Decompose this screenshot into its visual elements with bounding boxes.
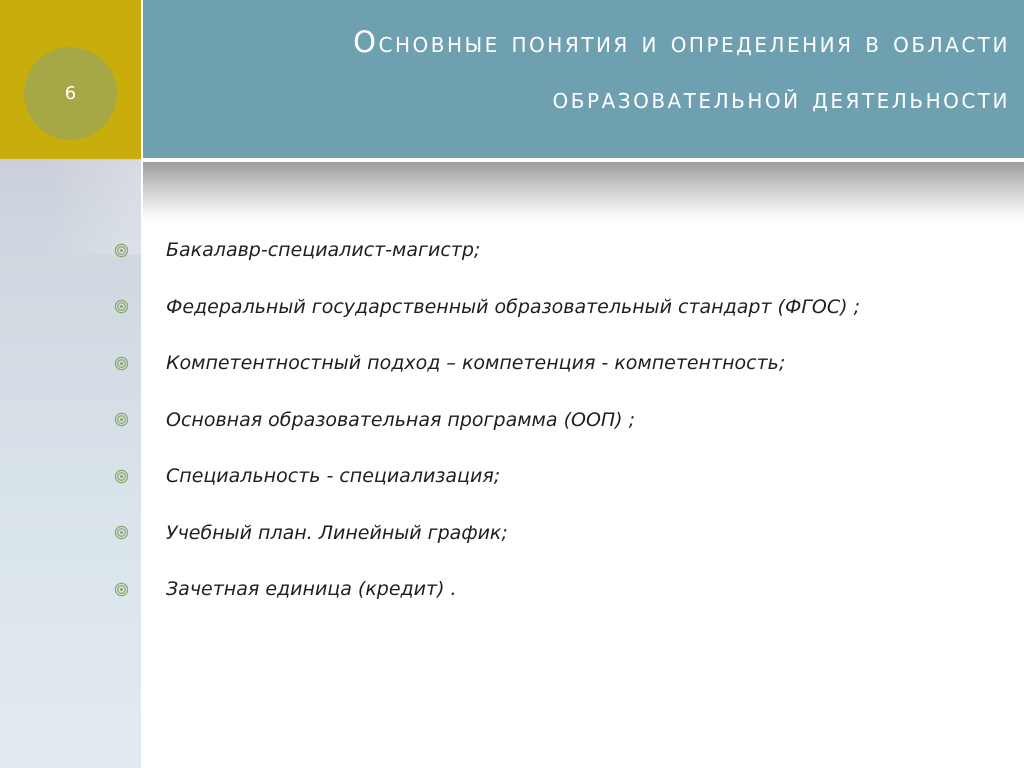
list-item: [114, 448, 1004, 505]
concentric-circle-icon: [114, 243, 132, 258]
title-shadow: [143, 162, 1024, 222]
bullet-list: [114, 222, 1004, 618]
list-item: [114, 392, 1004, 449]
slide-number: 6: [64, 83, 77, 104]
concentric-circle-icon: [114, 356, 132, 371]
slide-title: [160, 14, 1010, 126]
concentric-circle-icon: [114, 412, 132, 427]
list-item: [114, 279, 1004, 336]
concentric-circle-icon: [114, 582, 132, 597]
bullet-text: Бакалавр-специалист-магистр;: [166, 239, 481, 262]
slide-number-badge: [24, 47, 117, 140]
bullet-text: Федеральный государственный образовательный стандарт (ФГОС) ;: [166, 295, 860, 318]
concentric-circle-icon: [114, 525, 132, 540]
list-item: [114, 561, 1004, 618]
list-item: [114, 222, 1004, 279]
bullet-text: Компетентностный подход – компетенция - компетентность;: [166, 352, 786, 375]
list-item: [114, 335, 1004, 392]
bullet-text: Зачетная единица (кредит) .: [166, 578, 457, 601]
bullet-text: Специальность - специализация;: [166, 465, 501, 488]
concentric-circle-icon: [114, 299, 132, 314]
title-line-1: Основные понятия и определения в области: [353, 25, 1010, 59]
title-bar: [143, 0, 1024, 158]
slide-number-block: [0, 0, 141, 159]
list-item: [114, 505, 1004, 562]
title-line-2: образовательной деятельности: [552, 81, 1010, 115]
bullet-text: Учебный план. Линейный график;: [166, 521, 508, 544]
concentric-circle-icon: [114, 469, 132, 484]
bullet-text: Основная образовательная программа (ООП) ;: [166, 408, 636, 431]
